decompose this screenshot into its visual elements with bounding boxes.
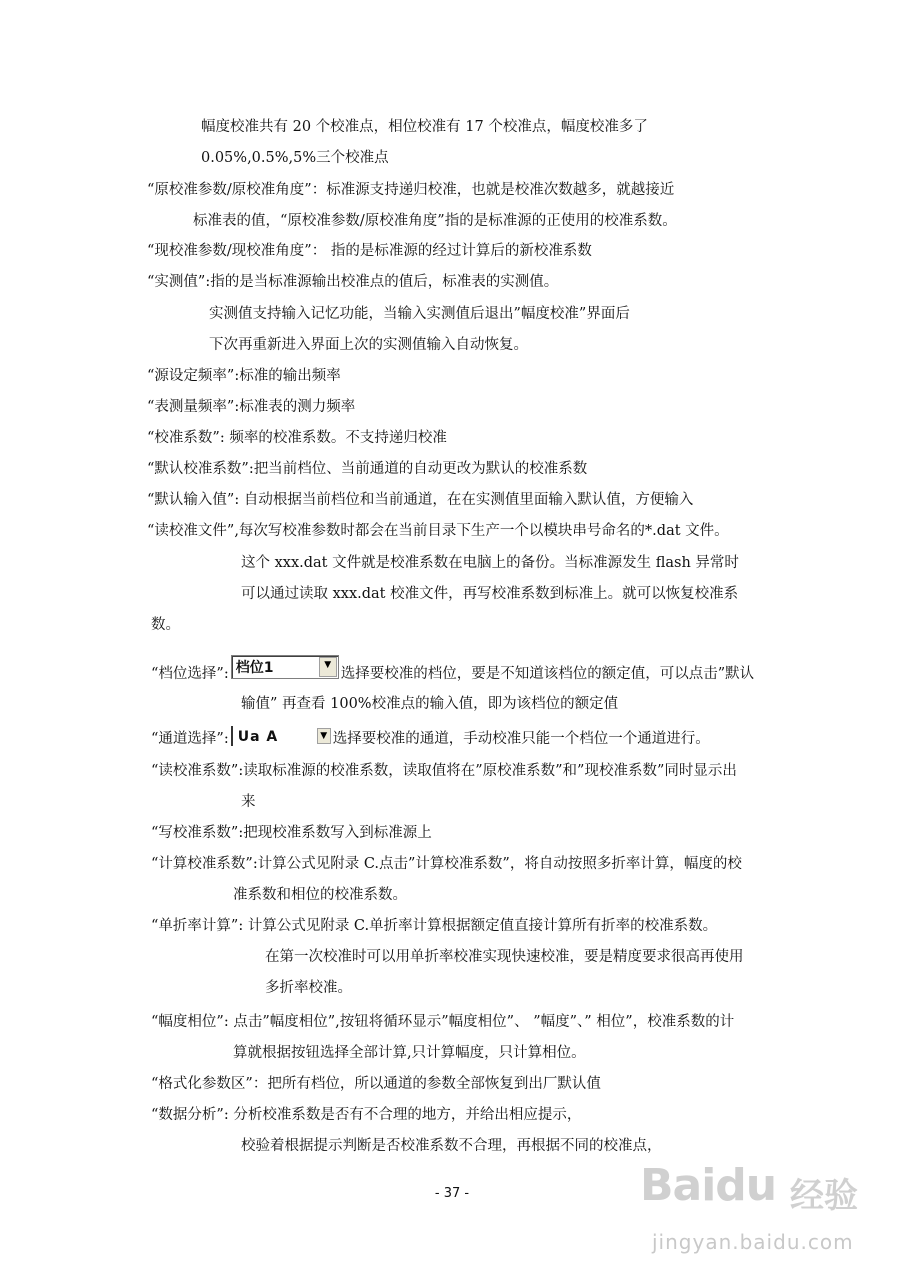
gear-select-description: 选择要校准的档位，要是不知道该档位的额定值，可以点击”默认: [340, 666, 755, 682]
text-line: “幅度相位”: 点击”幅度相位”,按钮将循环显示”幅度相位”、 ”幅度”、” 相位”，校准系数的计: [151, 1014, 735, 1030]
text-line: 这个 xxx.dat 文件就是校准系数在电脑上的备份。当标准源发生 flash 异常时: [241, 555, 739, 571]
text-line: 可以通过读取 xxx.dat 校准文件，再写校准系数到标准上。就可以恢复校准系: [241, 586, 739, 602]
text-line: 标准表的值，“原校准参数/原校准角度”指的是标准源的正使用的校准系数。: [193, 213, 677, 229]
gear-select-line: [151, 662, 754, 686]
channel-select-line: [151, 729, 710, 749]
text-line: 数。: [151, 617, 180, 633]
text-line: “数据分析”: 分析校准系数是否有不合理的地方，并给出相应提示，: [151, 1107, 582, 1123]
baidu-watermark: [640, 1160, 890, 1270]
text-line: “默认校准系数”:把当前档位、当前通道的自动更改为默认的校准系数: [147, 461, 588, 477]
text-line: 校验着根据提示判断是否校准系数不合理，再根据不同的校准点，: [241, 1138, 662, 1154]
chevron-down-icon[interactable]: ▼: [319, 657, 337, 677]
gear-select-label: “档位选择”:: [151, 666, 229, 682]
text-line: 在第一次校准时可以用单折率校准实现快速校准，要是精度要求很高再使用: [265, 949, 744, 965]
text-line: 实测值支持输入记忆功能，当输入实测值后退出”幅度校准”界面后: [209, 306, 630, 322]
text-line: 准系数和相位的校准系数。: [233, 887, 407, 903]
text-line: 0.05%,0.5%,5%三个校准点: [201, 150, 389, 166]
text-line: “原校准参数/原校准角度”：标准源支持递归校准，也就是校准次数越多，就越接近: [147, 182, 675, 198]
text-line: “默认输入值”: 自动根据当前档位和当前通道，在在实测值里面输入默认值，方便输入: [147, 492, 694, 508]
text-line: 幅度校准共有 20 个校准点，相位校准有 17 个校准点，幅度校准多了: [201, 119, 648, 135]
channel-select-dropdown[interactable]: [231, 726, 331, 746]
page-number: - 37 -: [434, 1186, 470, 1201]
channel-select-description: 选择要校准的通道，手动校准只能一个档位一个通道进行。: [332, 731, 710, 747]
text-line: “读校准文件”,每次写校准参数时都会在当前目录下生产一个以模块串号命名的*.dat 文件。: [147, 523, 729, 539]
channel-select-label: “通道选择”:: [151, 731, 229, 747]
gear-select-dropdown[interactable]: [231, 655, 339, 679]
text-line: “格式化参数区”：把所有档位，所以通道的参数全部恢复到出厂默认值: [151, 1076, 601, 1092]
watermark-cn: 经验: [790, 1176, 858, 1216]
combo-edge: [231, 726, 233, 746]
text-line: 输值” 再查看 100%校准点的输入值，即为该档位的额定值: [241, 696, 619, 712]
text-line: “现校准参数/现校准角度”： 指的是标准源的经过计算后的新校准系数: [147, 243, 592, 259]
text-line: “实测值”:指的是当标准源输出校准点的值后，标准表的实测值。: [147, 274, 559, 290]
text-line: 算就根据按钮选择全部计算,只计算幅度，只计算相位。: [233, 1045, 586, 1061]
text-line: “校准系数”: 频率的校准系数。不支持递归校准: [147, 430, 447, 446]
text-line: “写校准系数”:把现校准系数写入到标准源上: [151, 825, 432, 841]
text-line: 下次再重新进入界面上次的实测值输入自动恢复。: [209, 337, 528, 353]
text-line: “表测量频率”:标准表的测力频率: [147, 399, 356, 415]
text-line: “源设定频率”:标准的输出频率: [147, 368, 341, 384]
gear-select-value: 档位1: [235, 660, 274, 676]
chevron-down-icon[interactable]: ▼: [317, 728, 331, 744]
text-line: “计算校准系数”:计算公式见附录 C.点击”计算校准系数”，将自动按照多折率计算，幅度的校: [151, 856, 742, 872]
text-line: 来: [241, 794, 256, 810]
watermark-url: jingyan.baidu.com: [652, 1230, 854, 1254]
text-line: “读校准系数”:读取标准源的校准系数，读取值将在”原校准系数”和”现校准系数”同时显示出: [151, 763, 737, 779]
channel-select-value: Ua A: [237, 729, 279, 745]
watermark-logo: Baidu: [640, 1160, 777, 1211]
text-line: 多折率校准。: [265, 980, 352, 996]
text-line: “单折率计算”: 计算公式见附录 C.单折率计算根据额定值直接计算所有折率的校准系数。: [151, 918, 718, 934]
